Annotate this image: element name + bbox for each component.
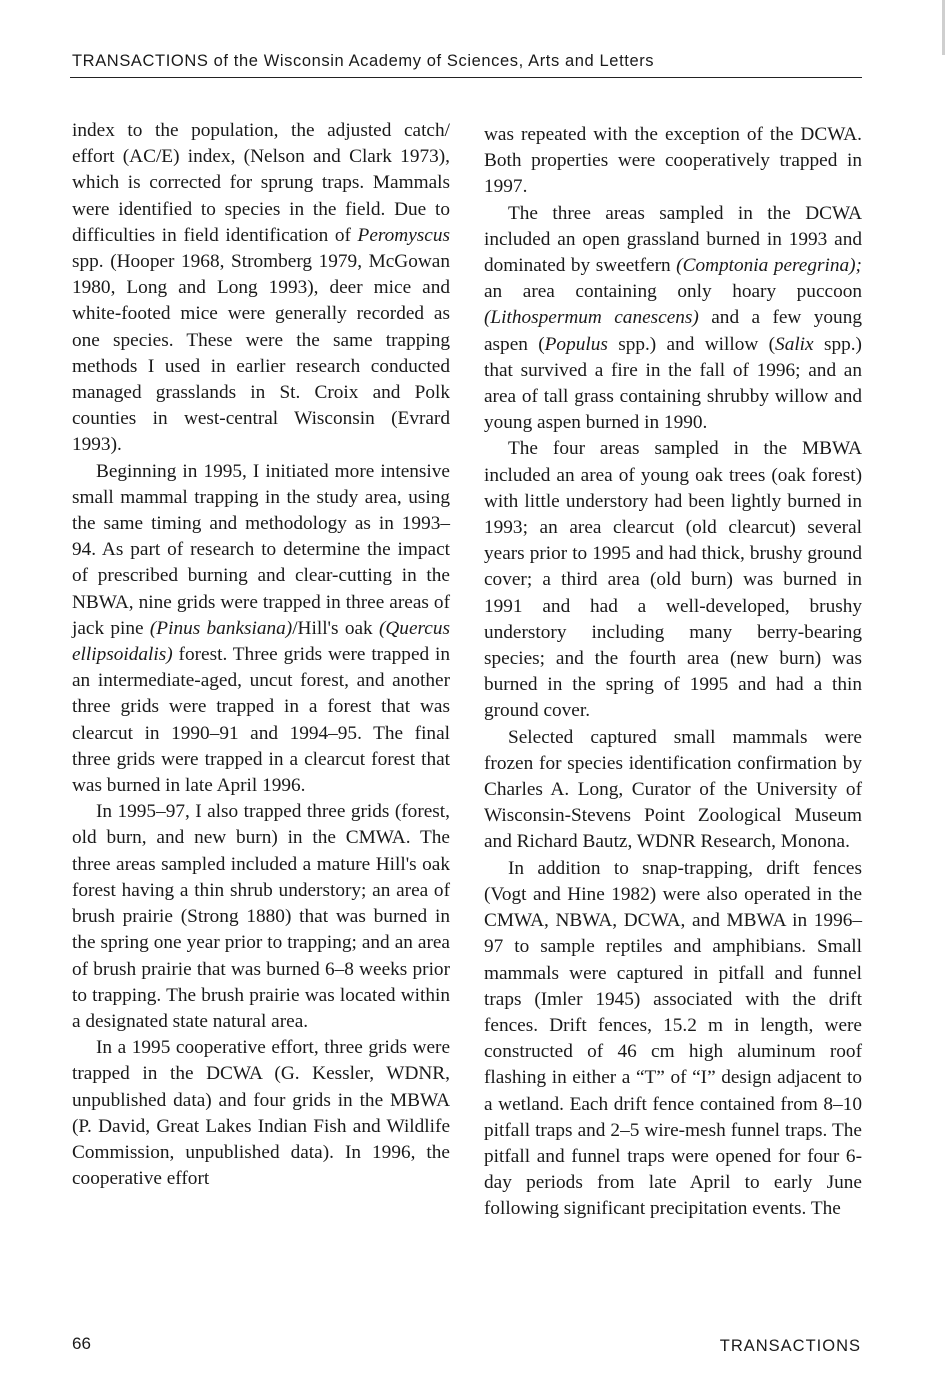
running-header: TRANSACTIONS of the Wisconsin Academy of Sciences, Arts and Letters <box>72 52 655 70</box>
text-run: spp.) and willow ( <box>607 333 776 355</box>
text-run: The three areas sampled in the DCWA included an open grassland burned in 1993 and dominated by sweetfern <box>484 202 862 277</box>
running-footer: TRANSACTIONS <box>719 1337 861 1355</box>
paragraph: Selected captured small mammals were frozen for species identification confirmation by Charles A. Long, Curator of the University of Wisconsin-Stevens Point Zoological Museum and Richard Bautz, WDNR Research, Monona. <box>484 726 862 853</box>
text-run: index to the population, the adjusted catch/ effort (AC/E) index, (Nelson and Clark 1973), which is corrected for sprung traps. Mammals were identified to species in the field. Due to difficulties in field identification of <box>72 120 450 246</box>
italic-species-name: (Comptonia peregrina); <box>676 255 862 277</box>
text-run: an area containing only hoary puccoon <box>484 281 862 303</box>
paragraph <box>72 459 450 800</box>
italic-species-name: Peromyscus <box>357 224 450 246</box>
paragraph: In 1995–97, I also trapped three grids (forest, old burn, and new burn) in the CMWA. The three areas sampled included a mature Hill's oak forest having a thin shrub understory; an area of brush prairie (Strong 1880) that was burned in the spring one year prior to trapping; and an area of brush prairie that was burned 6–8 weeks prior to trapping. The brush prairie was located within a designated state natural area. <box>72 801 450 1032</box>
italic-species-name: (Quercus ellipsoidalis) <box>72 617 450 666</box>
page-number: 66 <box>72 1334 91 1353</box>
paragraph: In a 1995 cooperative effort, three grids were trapped in the DCWA (G. Kessler, WDNR, unpublished data) and four grids in the MBWA (P. David, Great Lakes Indian Fish and Wildlife Commission, unpublished data). In 1996, the cooperative effort <box>72 1037 450 1190</box>
text-run: spp. (Hooper 1968, Stromberg 1979, McGowan 1980, Long and Long 1993), deer mice and white-footed mice were generally recorded as one species. These were the same trapping methods I used in earlier research conducted managed grasslands in St. Croix and Polk counties in west-central Wisconsin (Evrard 1993). <box>72 251 450 456</box>
text-run: Beginning in 1995, I initiated more intensive small mammal trapping in the study area, using the same timing and methodology as in 1993–94. As part of research to determine the impact of prescribed burning and clear-cutting in the NBWA, nine grids were trapped in three areas of jack pine <box>72 460 450 639</box>
text-run: spp.) that survived a fire in the fall of 1996; and an area of tall grass containing shrubby willow and young aspen burned in 1990. <box>484 333 862 434</box>
paragraph-continued: was repeated with the exception of the DCWA. Both properties were cooperatively trapped in 1997. <box>484 124 862 198</box>
italic-species-name: (Pinus banksiana) <box>149 617 293 639</box>
header-rule <box>70 77 862 78</box>
right-column <box>484 122 862 1223</box>
paragraph-continued <box>72 118 450 459</box>
paragraph: The four areas sampled in the MBWA included an area of young oak trees (oak forest) with little understory had been lightly burned in 1993; an area clearcut (old clearcut) several years prior to 1995 and had thick, brushy ground cover; a third area (old burn) was burned in 1991 and had a well-developed, brushy understory including many berry-bearing species; and the fourth area (new burn) was burned in the spring of 1995 and had a thin ground cover. <box>484 438 862 722</box>
paragraph: In addition to snap-trapping, drift fences (Vogt and Hine 1982) were also operated in the CMWA, NBWA, DCWA, and MBWA in 1996–97 to sample reptiles and amphibians. Small mammals were captured in pitfall and funnel traps (Imler 1945) associated with the drift fences. Drift fences, 15.2 m in length, were constructed of 46 cm high aluminum roof flashing in either a “T” of “I” design adjacent to a wetland. Each drift fence contained from 8–10 pitfall traps and 2–5 wire-mesh funnel traps. The pitfall and funnel traps were opened for four 6-day periods from late April to early June following significant precipitation events. The <box>484 857 862 1220</box>
paragraph <box>484 201 862 437</box>
text-run: and a few young aspen ( <box>484 307 862 355</box>
italic-species-name: Salix <box>775 333 814 355</box>
left-column <box>72 118 450 1192</box>
italic-species-name: (Lithospermum canescens) <box>484 307 699 329</box>
text-run: /Hill's oak <box>292 617 379 639</box>
text-run: forest. Three grids were trapped in an intermediate-aged, uncut forest, and another three grids were trapped in a forest that was clearcut in 1990–91 and 1994–95. The final three grids were trapped in a clearcut forest that was burned in late April 1996. <box>72 644 450 797</box>
italic-species-name: Populus <box>544 333 608 355</box>
